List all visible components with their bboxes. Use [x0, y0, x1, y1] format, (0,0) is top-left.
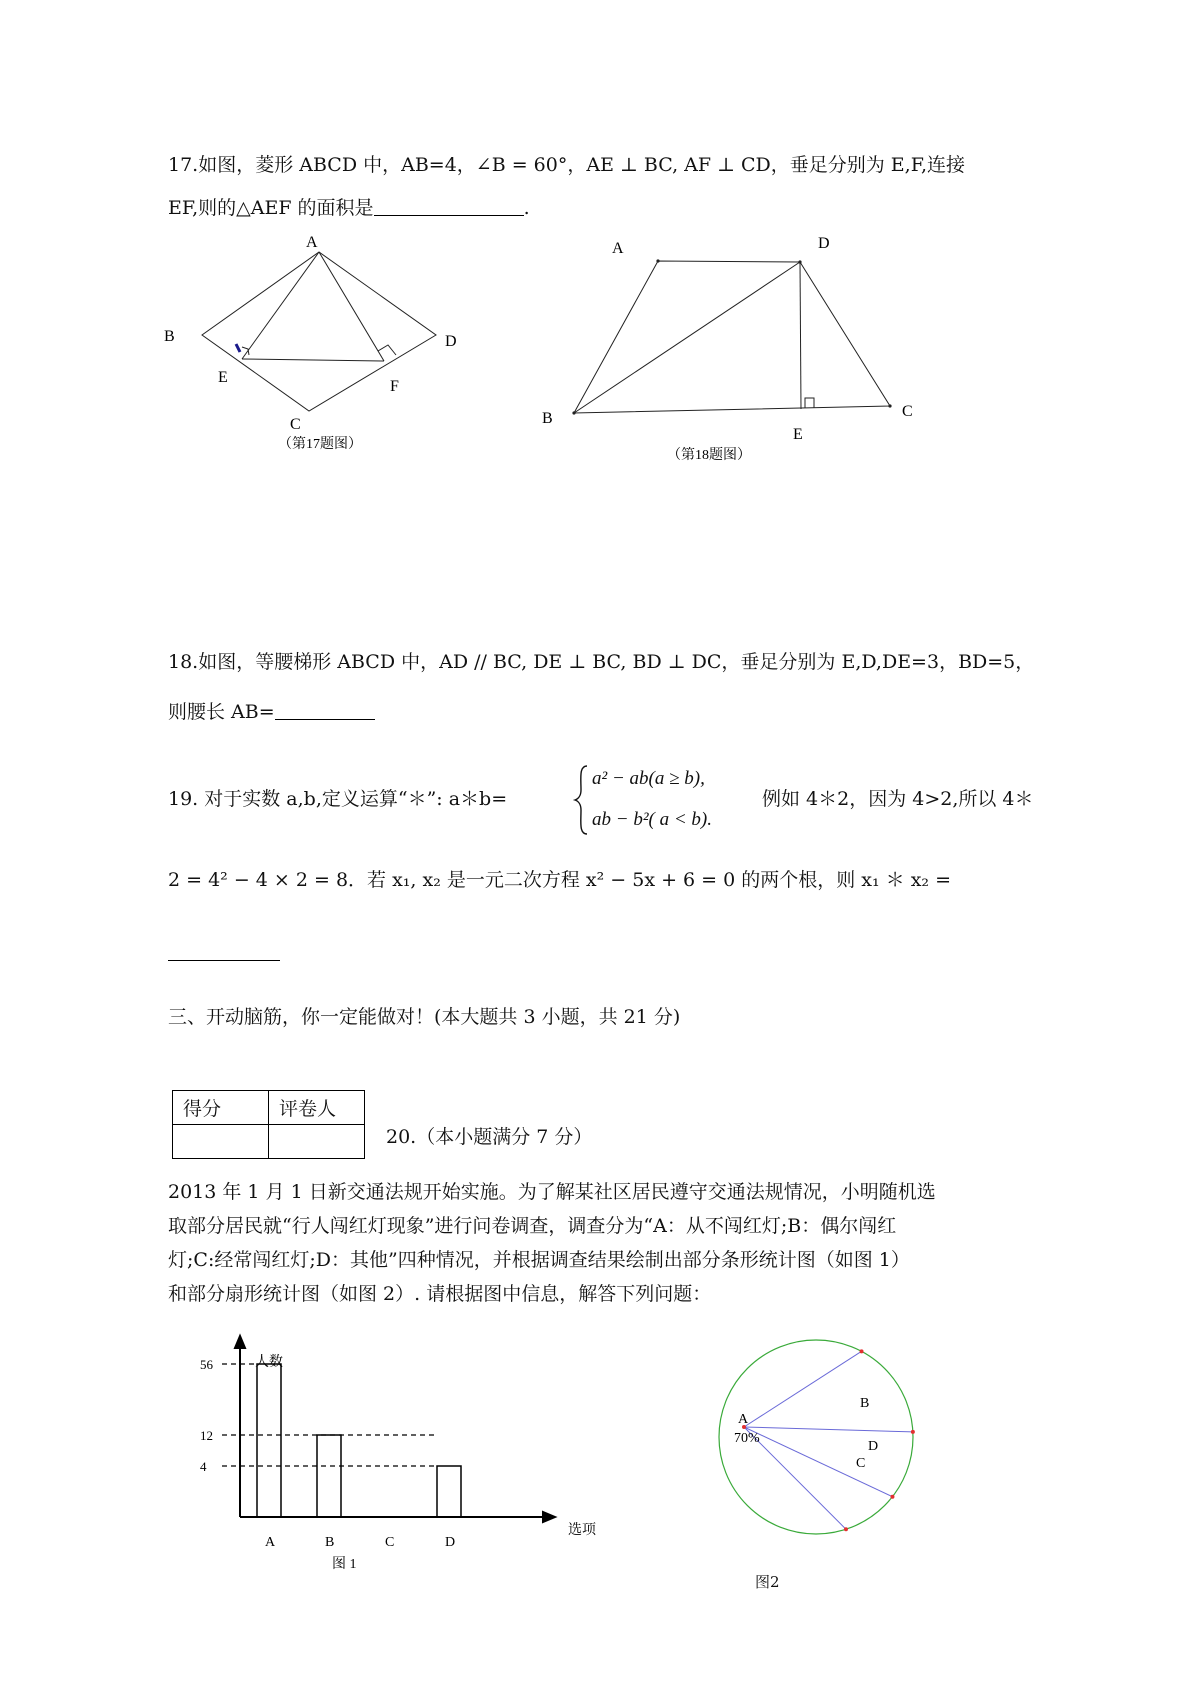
- y-tick-label: 56: [200, 1357, 213, 1372]
- segment-ae: [242, 252, 319, 359]
- q19-answer-blank[interactable]: [168, 960, 280, 961]
- pie-label-b: B: [860, 1396, 870, 1411]
- pie-label-d: D: [868, 1439, 879, 1454]
- section3-heading: 三、开动脑筋，你一定能做对！(本大题共 3 小题，共 21 分): [168, 1006, 681, 1028]
- x-axis-label: 选项: [568, 1523, 596, 1538]
- q18-label-d: D: [818, 235, 830, 252]
- q20-para4: 和部分扇形统计图（如图 2）. 请根据图中信息，解答下列问题：: [168, 1283, 712, 1305]
- score-cell[interactable]: [173, 1125, 269, 1159]
- pie-chart: [700, 1320, 940, 1560]
- q19-case2: ab − b²( a < b).: [592, 809, 712, 830]
- segment-bd: [574, 262, 800, 413]
- category-label-d: D: [445, 1535, 456, 1550]
- q17-label-f: F: [390, 378, 399, 395]
- grader-header: 评卷人: [269, 1091, 365, 1125]
- trapezoid-abcd: [574, 261, 890, 413]
- pie-edge-point-3: [844, 1527, 848, 1531]
- y-tick-label: 12: [200, 1428, 213, 1443]
- q17-answer-blank[interactable]: [374, 197, 524, 216]
- e-marker: [236, 344, 240, 352]
- y-axis-label: 人数: [255, 1355, 283, 1370]
- q17-label-c: C: [290, 416, 301, 433]
- segment-ef: [242, 359, 384, 361]
- bar-b: [317, 1435, 341, 1517]
- rhombus-abcd: [202, 252, 436, 411]
- q20-title: 20.（本小题满分 7 分）: [386, 1126, 593, 1148]
- q19-line1-suffix: 例如 4＊2，因为 4>2,所以 4＊: [762, 788, 1034, 810]
- score-table: [172, 1090, 365, 1159]
- q18-label-c: C: [902, 403, 913, 420]
- q20-para1: 2013 年 1 月 1 日新交通法规开始实施。为了解某社区居民遵守交通法规情况，小明随机选: [168, 1181, 936, 1203]
- q18-label-e: E: [793, 426, 803, 443]
- pie-label-a: A: [738, 1412, 749, 1427]
- category-label-c: C: [385, 1535, 395, 1550]
- bar-chart-caption: 图 1: [332, 1557, 357, 1572]
- q19-case1: a² − ab(a ≥ b),: [592, 768, 705, 789]
- q18-line1: 18.如图，等腰梯形 ABCD 中，AD // BC, DE ⊥ BC, BD ⊥ DC，垂足分别为 E,D,DE=3，BD=5，: [168, 651, 1035, 673]
- segment-af: [319, 252, 384, 361]
- q17-line2: EF,则的△AEF 的面积是 .: [168, 197, 530, 219]
- bar-a: [257, 1364, 281, 1517]
- pie-edge-point-0: [860, 1349, 864, 1353]
- q20-para2: 取部分居民就“行人闯红灯现象”进行问卷调查，调查分为“A：从不闯红灯;B：偶尔闯红: [168, 1215, 897, 1237]
- brace-icon: [572, 764, 590, 836]
- category-label-b: B: [325, 1535, 335, 1550]
- y-axis-arrow-icon: [235, 1336, 245, 1348]
- grader-cell[interactable]: [269, 1125, 365, 1159]
- y-tick-label: 4: [200, 1459, 207, 1474]
- q17-figure: [150, 225, 490, 465]
- category-label-a: A: [265, 1535, 276, 1550]
- pie-edge-point-2: [890, 1495, 894, 1499]
- q19-line1-prefix: 19. 对于实数 a,b,定义运算“＊”: a＊b=: [168, 788, 508, 810]
- q18-label-a: A: [612, 240, 624, 257]
- q18-caption: （第18题图）: [667, 448, 751, 463]
- q17-label-d: D: [445, 333, 457, 350]
- q17-label-b: B: [164, 328, 175, 345]
- pie-label-c: C: [856, 1456, 866, 1471]
- right-angle-mark-e: [805, 398, 814, 408]
- q18-line2: 则腰长 AB=: [168, 700, 375, 724]
- q17-caption: （第17题图）: [278, 437, 362, 452]
- pie-edge-point-1: [911, 1430, 915, 1434]
- q18-figure: [542, 235, 990, 510]
- q18-label-b: B: [542, 410, 553, 427]
- q17-line1: 17.如图，菱形 ABCD 中，AB=4，∠B = 60°，AE ⊥ BC, AF ⊥ CD，垂足分别为 E,F,连接: [168, 154, 965, 176]
- pie-label-a-pct: 70%: [734, 1431, 760, 1446]
- q20-para3: 灯;C:经常闯红灯;D：其他”四种情况，并根据调查结果绘制出部分条形统计图（如图 1）: [168, 1249, 910, 1271]
- q19-line2: 2 = 4² − 4 × 2 = 8．若 x₁, x₂ 是一元二次方程 x² − 5x + 6 = 0 的两个根，则 x₁ ＊ x₂ =: [168, 869, 952, 891]
- pie-radius-2: [744, 1427, 892, 1497]
- bar-chart: [200, 1330, 620, 1580]
- score-header: 得分: [173, 1091, 269, 1125]
- q18-answer-blank[interactable]: [275, 701, 375, 720]
- pie-radius-1: [744, 1427, 913, 1432]
- q17-label-e: E: [218, 369, 228, 386]
- q17-label-a: A: [306, 234, 318, 251]
- x-axis-arrow-icon: [543, 1512, 555, 1522]
- right-angle-mark-f: [378, 345, 396, 355]
- pie-radius-0: [744, 1351, 862, 1427]
- segment-de: [800, 262, 801, 409]
- pie-chart-caption: 图2: [755, 1573, 780, 1591]
- bar-d: [437, 1466, 461, 1517]
